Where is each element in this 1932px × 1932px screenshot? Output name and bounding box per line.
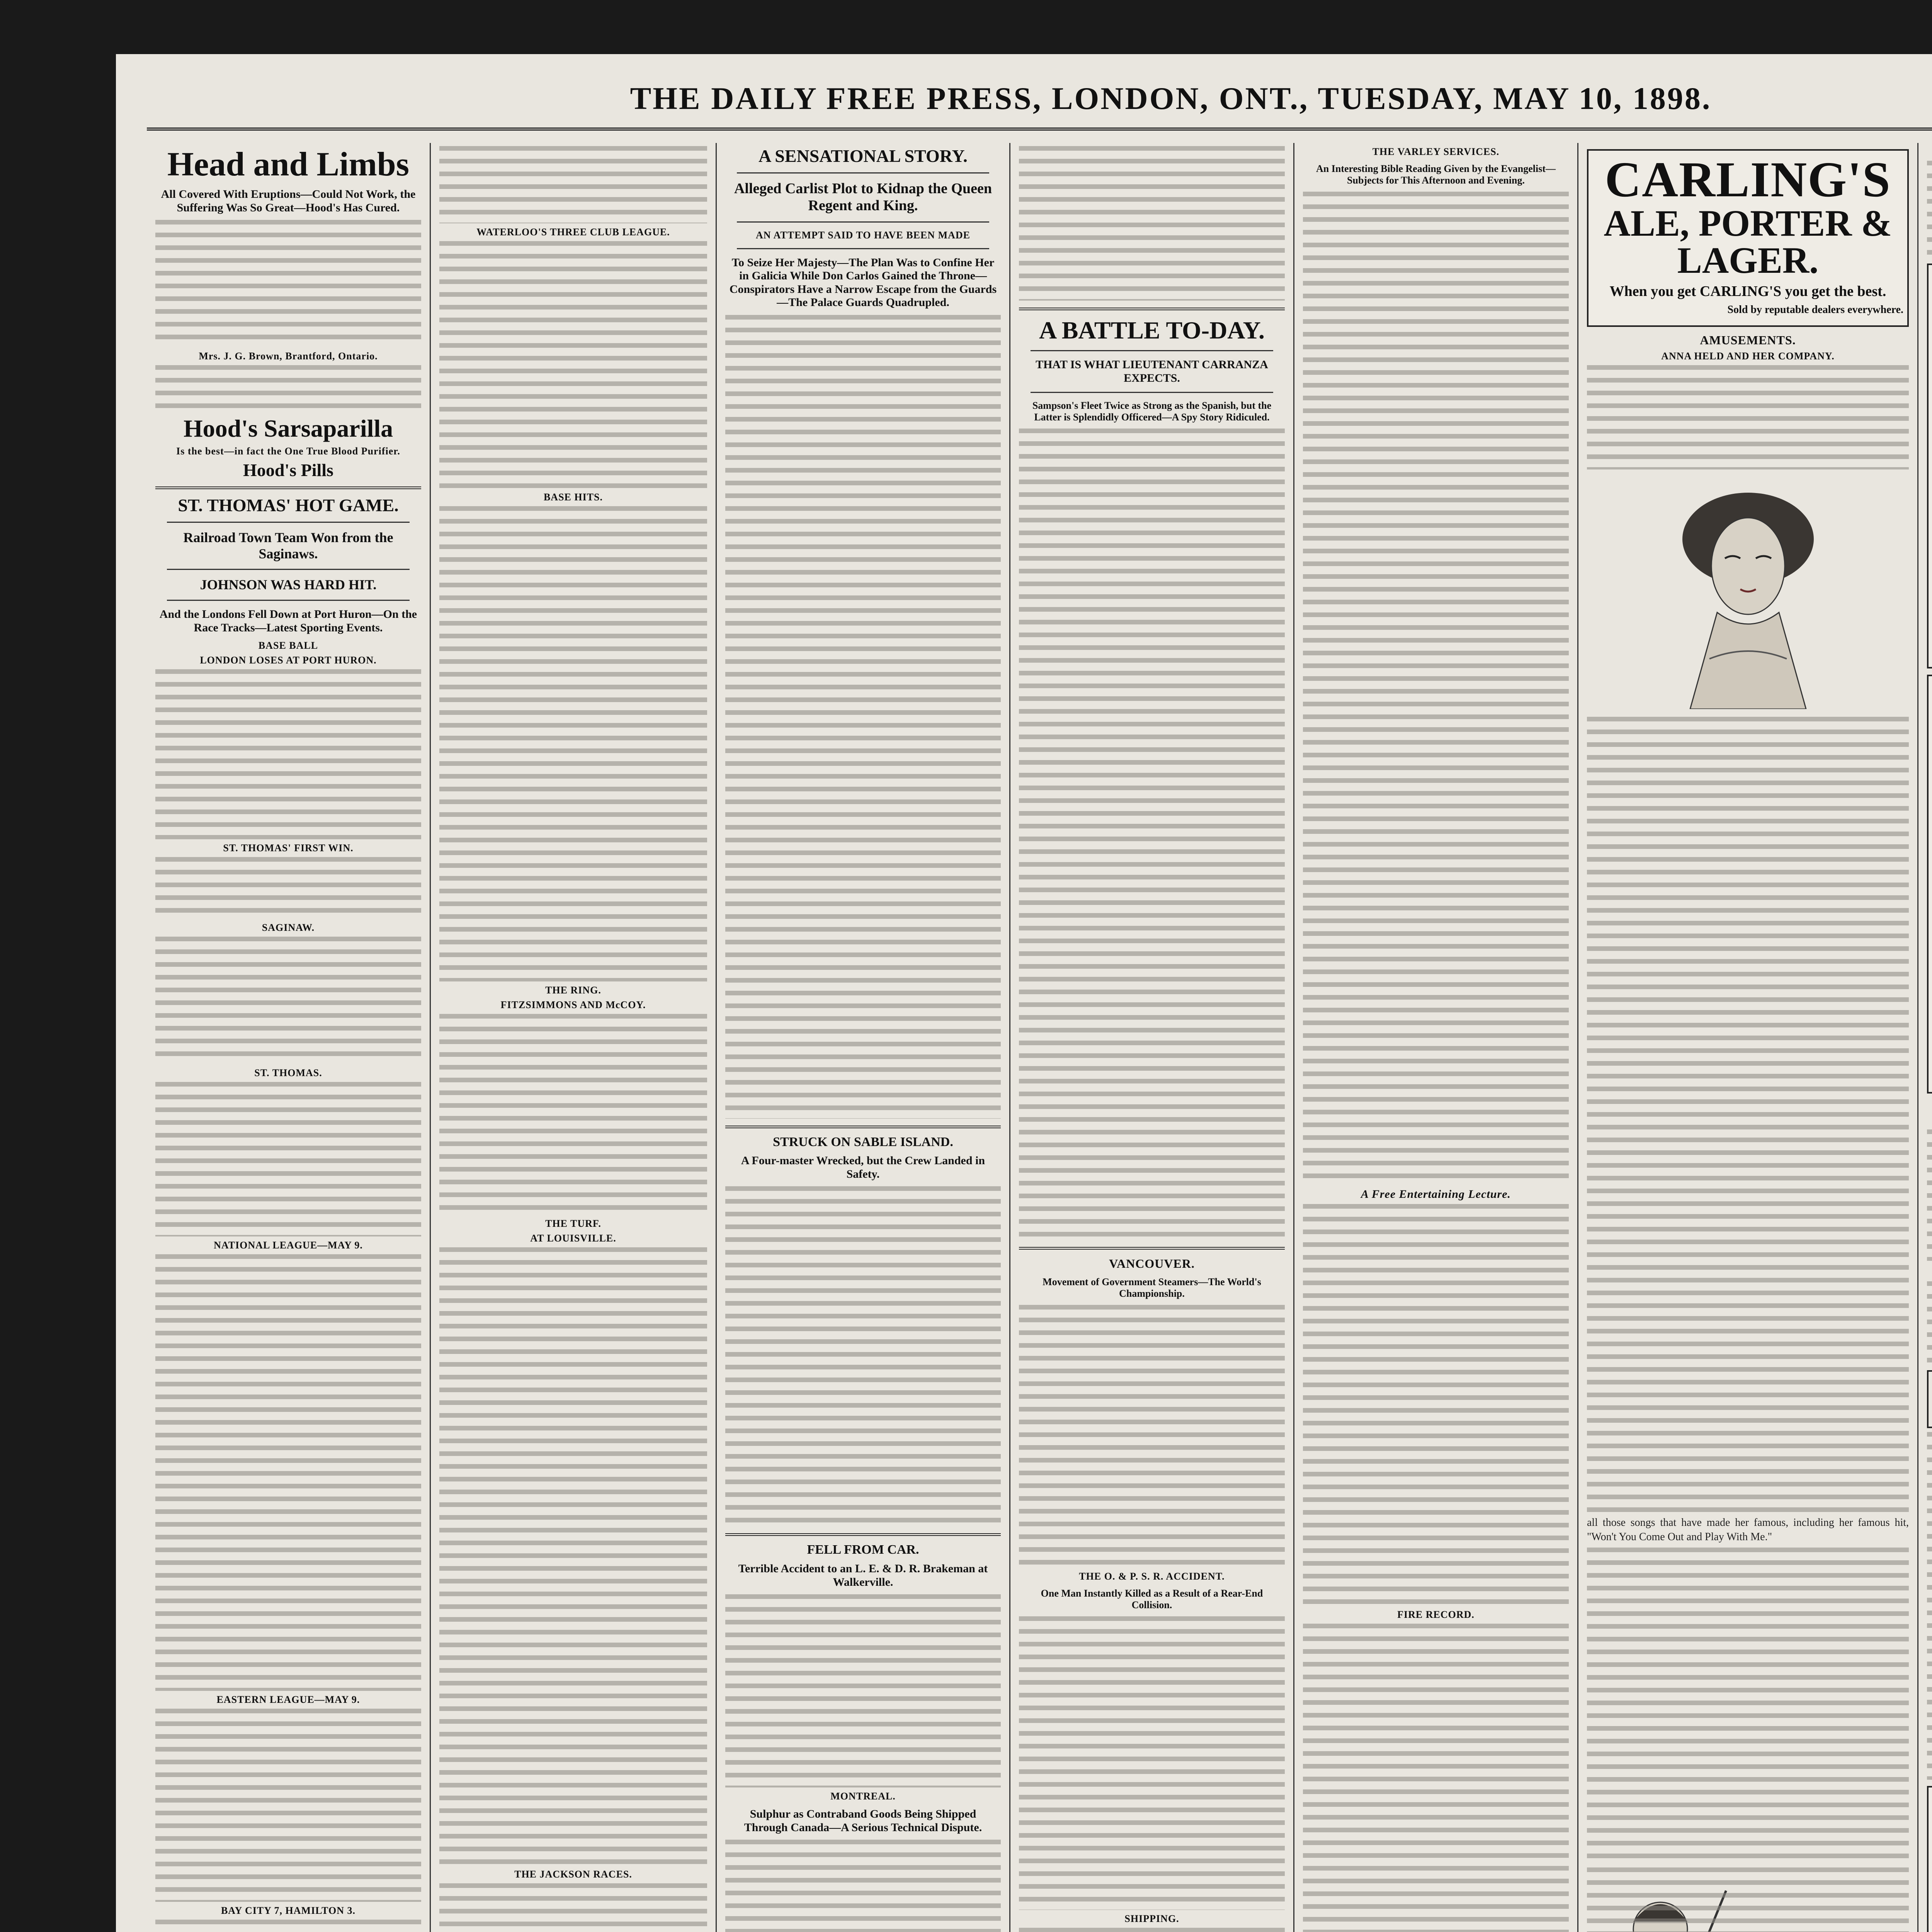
article-text: [155, 220, 421, 347]
subhead-the-ring: THE RING.: [545, 985, 601, 996]
divider: [1031, 392, 1273, 393]
subhead-national-league: NATIONAL LEAGUE—MAY 9.: [214, 1240, 363, 1251]
headline-head-and-limbs: Head and Limbs: [167, 146, 409, 183]
masthead-title: THE DAILY FREE PRESS, LONDON, ONT., TUESDAY, MAY 10, 1898.: [630, 81, 1712, 116]
tender-text: [1927, 1432, 1932, 1780]
divider: [1019, 1247, 1285, 1250]
article-text: [725, 315, 1001, 1119]
column-1: [147, 143, 431, 1932]
anna-held-closing: all those songs that have made her famous, including her famous hit, "Won't You Come Out and Play With Me.": [1587, 1517, 1909, 1543]
divider: [167, 522, 410, 523]
headline-st-thomas-game: ST. THOMAS' HOT GAME.: [178, 495, 399, 515]
article-text: [1587, 1867, 1909, 1932]
article-text: [439, 1883, 707, 1932]
deck-steamers: Movement of Government Steamers—The World's Championship.: [1043, 1276, 1261, 1299]
article-text: [439, 241, 707, 488]
subhead-vancouver: VANCOUVER.: [1109, 1256, 1195, 1270]
article-text: [439, 506, 707, 981]
article-text: [155, 669, 421, 839]
article-text: [1303, 1204, 1569, 1606]
article-text: [1587, 717, 1909, 1513]
deck-sulphur: Sulphur as Contraband Goods Being Shipped Through Canada—A Serious Technical Dispute.: [744, 1808, 982, 1834]
carlings-tagline: When you get CARLING'S you get the best.: [1609, 283, 1886, 299]
article-text: [1303, 192, 1569, 1185]
subhead-anna-held: ANNA HELD AND HER COMPANY.: [1661, 350, 1835, 362]
subhead-first-win: ST. THOMAS' FIRST WIN.: [223, 842, 354, 854]
deck-four-master: A Four-master Wrecked, but the Crew Landed in Safety.: [741, 1154, 985, 1180]
auction-text: [1927, 161, 1932, 257]
league-scores: [155, 1709, 421, 1902]
subhead-shipping: SHIPPING.: [1124, 1913, 1179, 1924]
deck-attempt: AN ATTEMPT SAID TO HAVE BEEN MADE: [755, 229, 971, 241]
subhead-amusements: AMUSEMENTS.: [1700, 333, 1796, 347]
packards-ad: [1927, 675, 1932, 1094]
league-scores: [155, 1254, 421, 1691]
subhead-london-loses: LONDON LOSES AT PORT HURON.: [200, 655, 377, 666]
subhead-fire: FIRE RECORD.: [1397, 1609, 1475, 1620]
carlings-sold: Sold by reputable dealers everywhere.: [1727, 304, 1903, 316]
hoods-ad-tagline: Is the best—in fact the One True Blood Purifier.: [176, 445, 400, 457]
anna-held-portrait: [1663, 477, 1833, 709]
article-text: [439, 1014, 707, 1215]
divider: [737, 248, 989, 249]
headline-sable-island: STRUCK ON SABLE ISLAND.: [773, 1134, 953, 1149]
city-hospital-title: [1927, 1100, 1932, 1126]
subhead-montreal: MONTREAL.: [830, 1791, 896, 1802]
article-text: [1019, 1305, 1285, 1568]
divider: [1019, 308, 1285, 310]
divider: [167, 600, 410, 601]
subhead-bay-city: BAY CITY 7, HAMILTON 3.: [221, 1905, 356, 1917]
deck-sampson: Sampson's Fleet Twice as Strong as the Spanish, but the Latter is Splendidly Officered—A Spy Story Ridiculed.: [1032, 400, 1272, 423]
article-text: [1019, 1616, 1285, 1910]
tender-text: [1927, 1281, 1932, 1366]
subhead-louisville: AT LOUISVILLE.: [530, 1233, 616, 1244]
deck-bible-reading: An Interesting Bible Reading Given by the Evangelist—Subjects for This Afternoon and Evening.: [1316, 163, 1556, 186]
article-text: [155, 365, 421, 412]
headline-battle: A BATTLE TO-DAY.: [1039, 316, 1265, 344]
column-2: [431, 143, 717, 1932]
testimonial-signature: Mrs. J. G. Brown, Brantford, Ontario.: [199, 350, 378, 362]
deck-hoods: All Covered With Eruptions—Could Not Work, the Suffering Was So Great—Hood's Has Cured.: [161, 188, 416, 214]
columns: [147, 143, 1932, 1932]
article-text: [155, 1920, 421, 1932]
column-3: [717, 143, 1010, 1932]
carlings-subtitle: ALE, PORTER & LAGER.: [1604, 202, 1892, 281]
subhead-lecture: A Free Entertaining Lecture.: [1361, 1187, 1511, 1201]
subhead-st-thomas: ST. THOMAS.: [254, 1067, 322, 1079]
waterworks-title: [1927, 1370, 1932, 1428]
subhead-jackson: THE JACKSON RACES.: [514, 1869, 632, 1880]
deck-carlist: Alleged Carlist Plot to Kidnap the Queen Regent and King.: [734, 180, 992, 214]
deck-carranza: THAT IS WHAT LIEUTENANT CARRANZA EXPECTS.: [1036, 358, 1268, 384]
auction-notice-title: [1927, 146, 1932, 158]
article-text: [439, 146, 707, 223]
divider: [725, 1126, 1001, 1128]
article-text: [1019, 146, 1285, 301]
headline-fell-from-car: FELL FROM CAR.: [807, 1543, 919, 1557]
carlings-title: CARLING'S: [1605, 152, 1891, 207]
divider: [167, 569, 410, 570]
deck-rear-end: One Man Instantly Killed as a Result of a Rear-End Collision.: [1041, 1587, 1263, 1611]
article-text: [725, 1840, 1001, 1932]
newspaper-page: [116, 54, 1932, 1932]
column-7: [1918, 143, 1932, 1932]
column-4: [1010, 143, 1294, 1932]
hoods-ad-title: Hood's Sarsaparilla: [183, 415, 393, 442]
subhead-fitzsimmons: FITZSIMMONS AND McCOY.: [500, 999, 646, 1010]
subhead-the-turf: THE TURF.: [545, 1218, 601, 1229]
divider: [725, 1533, 1001, 1536]
deck-johnson: JOHNSON WAS HARD HIT.: [200, 577, 377, 592]
coal-city-title: [1927, 1264, 1932, 1278]
subhead-varley: THE VARLEY SERVICES.: [1372, 146, 1500, 157]
article-text: [1019, 429, 1285, 1240]
article-text: [1587, 1548, 1909, 1864]
divider: [1031, 350, 1273, 351]
subhead-base-hits: BASE HITS.: [543, 492, 603, 503]
shipping-table: [1019, 1928, 1285, 1932]
divider: [155, 486, 421, 489]
box-score: [155, 1082, 421, 1236]
subhead-accident: THE O. & P. S. R. ACCIDENT.: [1079, 1570, 1225, 1582]
divider: [737, 221, 989, 223]
deck-railroad-town: Railroad Town Team Won from the Saginaws.: [183, 530, 393, 561]
divider: [737, 172, 989, 173]
subhead-waterloo: WATERLOO'S THREE CLUB LEAGUE.: [476, 226, 670, 238]
deck-seize: To Seize Her Majesty—The Plan Was to Confine Her in Galicia While Don Carlos Gained the Throne—Conspirators Have a Narrow Escape from the Guards—The Palace Guards Quadrupled.: [729, 256, 997, 309]
subhead-eastern-league: EASTERN LEAGUE—MAY 9.: [216, 1694, 360, 1706]
article-text: [725, 1186, 1001, 1526]
article-text: [1303, 1624, 1569, 1932]
sweet-home-soap-ad: [1927, 1786, 1932, 1932]
deck-londons: And the Londons Fell Down at Port Huron—On the Race Tracks—Latest Sporting Events.: [159, 608, 417, 634]
article-text: [155, 857, 421, 919]
tender-text: [1927, 1129, 1932, 1261]
race-results: [439, 1247, 707, 1866]
column-6: [1578, 143, 1918, 1932]
column-5: [1294, 143, 1578, 1932]
da-corsets-ad: [1927, 264, 1932, 668]
article-text: [1587, 365, 1909, 469]
article-text: [725, 1594, 1001, 1787]
subhead-base-ball: BASE BALL: [258, 640, 318, 651]
box-score: [155, 937, 421, 1064]
subhead-saginaw: SAGINAW.: [262, 922, 315, 934]
deck-brakeman: Terrible Accident to an L. E. & D. R. Brakeman at Walkerville.: [738, 1562, 988, 1588]
hoods-pills: Hood's Pills: [243, 460, 333, 480]
headline-sensational: A SENSATIONAL STORY.: [759, 146, 968, 166]
carlings-ad: [1587, 149, 1909, 327]
masthead: [147, 70, 1932, 131]
